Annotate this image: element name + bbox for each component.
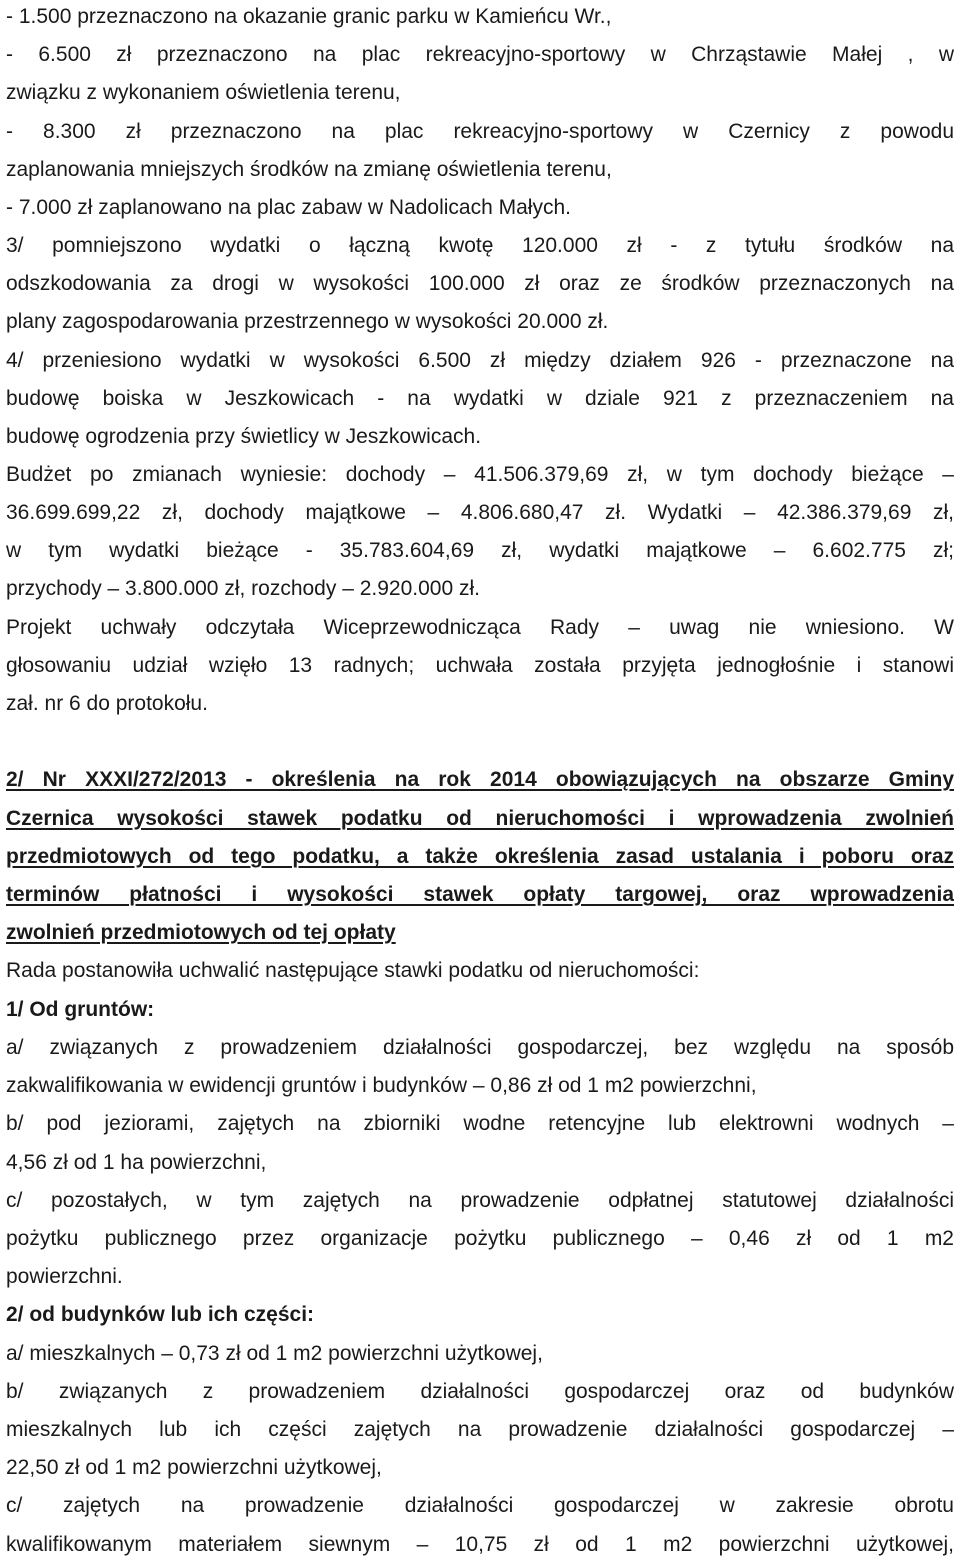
text-line: pożytku publicznego przez organizacje pożytku publicznego – 0,46 zł od 1 m2 <box>6 1227 954 1250</box>
text-line: Rada postanowiła uchwalić następujące stawki podatku od nieruchomości: <box>6 959 700 982</box>
text-line: b/ pod jeziorami, zajętych na zbiorniki wodne retencyjne lub elektrowni wodnych – <box>6 1112 954 1135</box>
section-heading: 1/ Od gruntów: <box>6 998 155 1021</box>
text-line: budowę boiska w Jeszkowicach - na wydatki w dziale 921 z przeznaczeniem na <box>6 387 954 410</box>
text-line: c/ zajętych na prowadzenie działalności gospodarczej w zakresie obrotu <box>6 1494 954 1517</box>
text-line: zakwalifikowania w ewidencji gruntów i budynków – 0,86 zł od 1 m2 powierzchni, <box>6 1074 757 1097</box>
text-line: głosowaniu udział wzięło 13 radnych; uchwała została przyjęta jednogłośnie i stanowi <box>6 654 954 677</box>
text-line: Budżet po zmianach wyniesie: dochody – 41.506.379,69 zł, w tym dochody bieżące – <box>6 463 954 486</box>
resolution-heading-line: Czernica wysokości stawek podatku od nieruchomości i wprowadzenia zwolnień <box>6 807 954 830</box>
text-line: a/ mieszkalnych – 0,73 zł od 1 m2 powierzchni użytkowej, <box>6 1342 543 1365</box>
text-line: c/ pozostałych, w tym zajętych na prowadzenie odpłatnej statutowej działalności <box>6 1189 954 1212</box>
text-line: b/ związanych z prowadzeniem działalności gospodarczej oraz od budynków <box>6 1380 954 1403</box>
resolution-heading-line: terminów płatności i wysokości stawek opłaty targowej, oraz wprowadzenia <box>6 883 954 906</box>
text-line: kwalifikowanym materiałem siewnym – 10,75 zł od 1 m2 powierzchni użytkowej, <box>6 1533 954 1556</box>
text-line: 22,50 zł od 1 m2 powierzchni użytkowej, <box>6 1456 382 1479</box>
resolution-heading-line: przedmiotowych od tego podatku, a także określenia zasad ustalania i poboru oraz <box>6 845 954 868</box>
text-line: powierzchni. <box>6 1265 123 1288</box>
text-line: - 8.300 zł przeznaczono na plac rekreacyjno-sportowy w Czernicy z powodu <box>6 120 954 143</box>
text-line: - 1.500 przeznaczono na okazanie granic parku w Kamieńcu Wr., <box>6 5 612 28</box>
text-line: 4/ przeniesiono wydatki w wysokości 6.500 zł między działem 926 - przeznaczone na <box>6 349 954 372</box>
text-line: 3/ pomniejszono wydatki o łączną kwotę 120.000 zł - z tytułu środków na <box>6 234 954 257</box>
text-line: 36.699.699,22 zł, dochody majątkowe – 4.806.680,47 zł. Wydatki – 42.386.379,69 zł, <box>6 501 954 524</box>
text-line: w tym wydatki bieżące - 35.783.604,69 zł, wydatki majątkowe – 6.602.775 zł; <box>6 539 954 562</box>
resolution-heading-line: zwolnień przedmiotowych od tej opłaty <box>6 921 396 944</box>
text-line: związku z wykonaniem oświetlenia terenu, <box>6 81 401 104</box>
text-line: a/ związanych z prowadzeniem działalności gospodarczej, bez względu na sposób <box>6 1036 954 1059</box>
section-heading: 2/ od budynków lub ich części: <box>6 1303 315 1326</box>
text-line: - 6.500 zł przeznaczono na plac rekreacyjno-sportowy w Chrząstawie Małej , w <box>6 43 954 66</box>
text-line: odszkodowania za drogi w wysokości 100.000 zł oraz ze środków przeznaczonych na <box>6 272 954 295</box>
resolution-heading-line: 2/ Nr XXXI/272/2013 - określenia na rok 2014 obowiązujących na obszarze Gminy <box>6 768 954 791</box>
text-line: 4,56 zł od 1 ha powierzchni, <box>6 1151 267 1174</box>
text-line: plany zagospodarowania przestrzennego w wysokości 20.000 zł. <box>6 310 609 333</box>
text-line: Projekt uchwały odczytała Wiceprzewodnicząca Rady – uwag nie wniesiono. W <box>6 616 954 639</box>
text-line: zał. nr 6 do protokołu. <box>6 692 208 715</box>
text-line: budowę ogrodzenia przy świetlicy w Jeszkowicach. <box>6 425 482 448</box>
text-line: - 7.000 zł zaplanowano na plac zabaw w Nadolicach Małych. <box>6 196 571 219</box>
text-line: przychody – 3.800.000 zł, rozchody – 2.920.000 zł. <box>6 577 480 600</box>
text-line: mieszkalnych lub ich części zajętych na prowadzenie działalności gospodarczej – <box>6 1418 954 1441</box>
text-line: zaplanowania mniejszych środków na zmianę oświetlenia terenu, <box>6 158 612 181</box>
